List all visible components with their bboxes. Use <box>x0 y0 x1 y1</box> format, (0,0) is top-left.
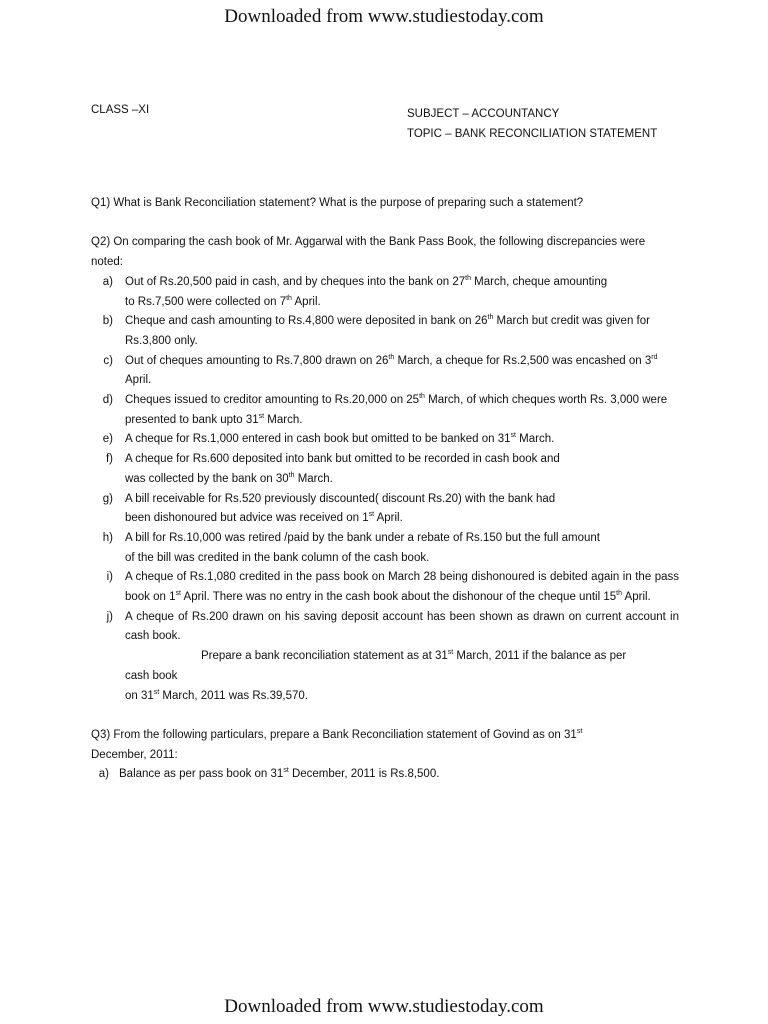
question-3-intro: Q3) From the following particulars, prepare a Bank Reconciliation statement of Govind as on 31st December, 2011: <box>91 728 583 761</box>
question-2-items <box>91 273 679 647</box>
item-text: A bill receivable for Rs.520 previously discounted( discount Rs.20) with the bank had been dishonoured but advice was received on 1st April. <box>125 492 556 525</box>
list-item <box>91 608 679 647</box>
page-footer-watermark: Downloaded from www.studiestoday.com <box>224 996 544 1017</box>
page-header-watermark: Downloaded from www.studiestoday.com <box>224 6 544 27</box>
question-2-intro: Q2) On comparing the cash book of Mr. Aggarwal with the Bank Pass Book, the following discrepancies were noted: <box>91 236 646 269</box>
item-text: Out of cheques amounting to Rs.7,800 drawn on 26th March, a cheque for Rs.2,500 was encashed on 3rd April. <box>125 353 658 387</box>
item-marker: c) <box>103 354 113 367</box>
subject-topic-block <box>407 104 657 144</box>
list-item <box>91 352 679 391</box>
item-marker: b) <box>102 315 113 328</box>
question-3-items <box>91 765 679 785</box>
subject-label: SUBJECT – ACCOUNTANCY <box>407 108 560 120</box>
list-item <box>91 490 679 529</box>
item-marker: a) <box>102 275 113 288</box>
list-item <box>91 391 679 430</box>
item-marker: j) <box>106 610 113 623</box>
item-marker: e) <box>102 433 113 446</box>
list-item <box>91 273 679 312</box>
list-item <box>91 450 679 489</box>
question-2-instruction: Prepare a bank reconciliation statement as at 31st March, 2011 if the balance as per cash book on 31st March, 2011 was Rs.39,570. <box>125 649 627 702</box>
item-text: Cheque and cash amounting to Rs.4,800 were deposited in bank on 26th March but credit was given for Rs.3,800 only. <box>125 314 650 347</box>
item-text: A cheque of Rs.1,080 credited in the pass book on March 28 being dishonoured is debited again in the pass book on 1st April. There was no entry in the cash book about the dishonour of the cheque until 15th April. <box>125 571 679 604</box>
item-marker: h) <box>102 531 113 544</box>
item-text: A cheque for Rs.600 deposited into bank but omitted to be recorded in cash book and was collected by the bank on 30th March. <box>125 453 560 485</box>
item-marker: i) <box>106 571 113 584</box>
item-marker: d) <box>102 394 113 407</box>
list-item <box>91 765 679 785</box>
item-text: Balance as per pass book on 31st December, 2011 is Rs.8,500. <box>119 767 440 781</box>
list-item <box>91 568 679 607</box>
topic-label: TOPIC – BANK RECONCILIATION STATEMENT <box>407 128 658 140</box>
item-text: Cheques issued to creditor amounting to Rs.20,000 on 25th March, of which cheques worth Rs. 3,000 were presented to bank upto 31st March. <box>125 393 668 426</box>
item-text: Out of Rs.20,500 paid in cash, and by cheques into the bank on 27th March, cheque amounting to Rs.7,500 were collected on 7th April. <box>125 274 608 308</box>
item-text: A bill for Rs.10,000 was retired /paid by the bank under a rebate of Rs.150 but the full amount of the bill was credited in the bank column of the cash book. <box>125 531 600 564</box>
item-marker: a) <box>98 768 109 781</box>
item-marker: g) <box>102 492 113 505</box>
list-item <box>91 312 679 351</box>
question-content <box>91 194 679 785</box>
list-item <box>91 430 679 450</box>
class-label: CLASS –XI <box>91 104 150 116</box>
item-marker: f) <box>105 453 113 466</box>
question-1: Q1) What is Bank Reconciliation statement? What is the purpose of preparing such a statement? <box>91 197 584 209</box>
item-text: A cheque for Rs.1,000 entered in cash book but omitted to be banked on 31st March. <box>125 432 555 446</box>
list-item <box>91 529 679 568</box>
item-text: A cheque of Rs.200 drawn on his saving deposit account has been shown as drawn on current account in cash book. <box>125 610 679 643</box>
